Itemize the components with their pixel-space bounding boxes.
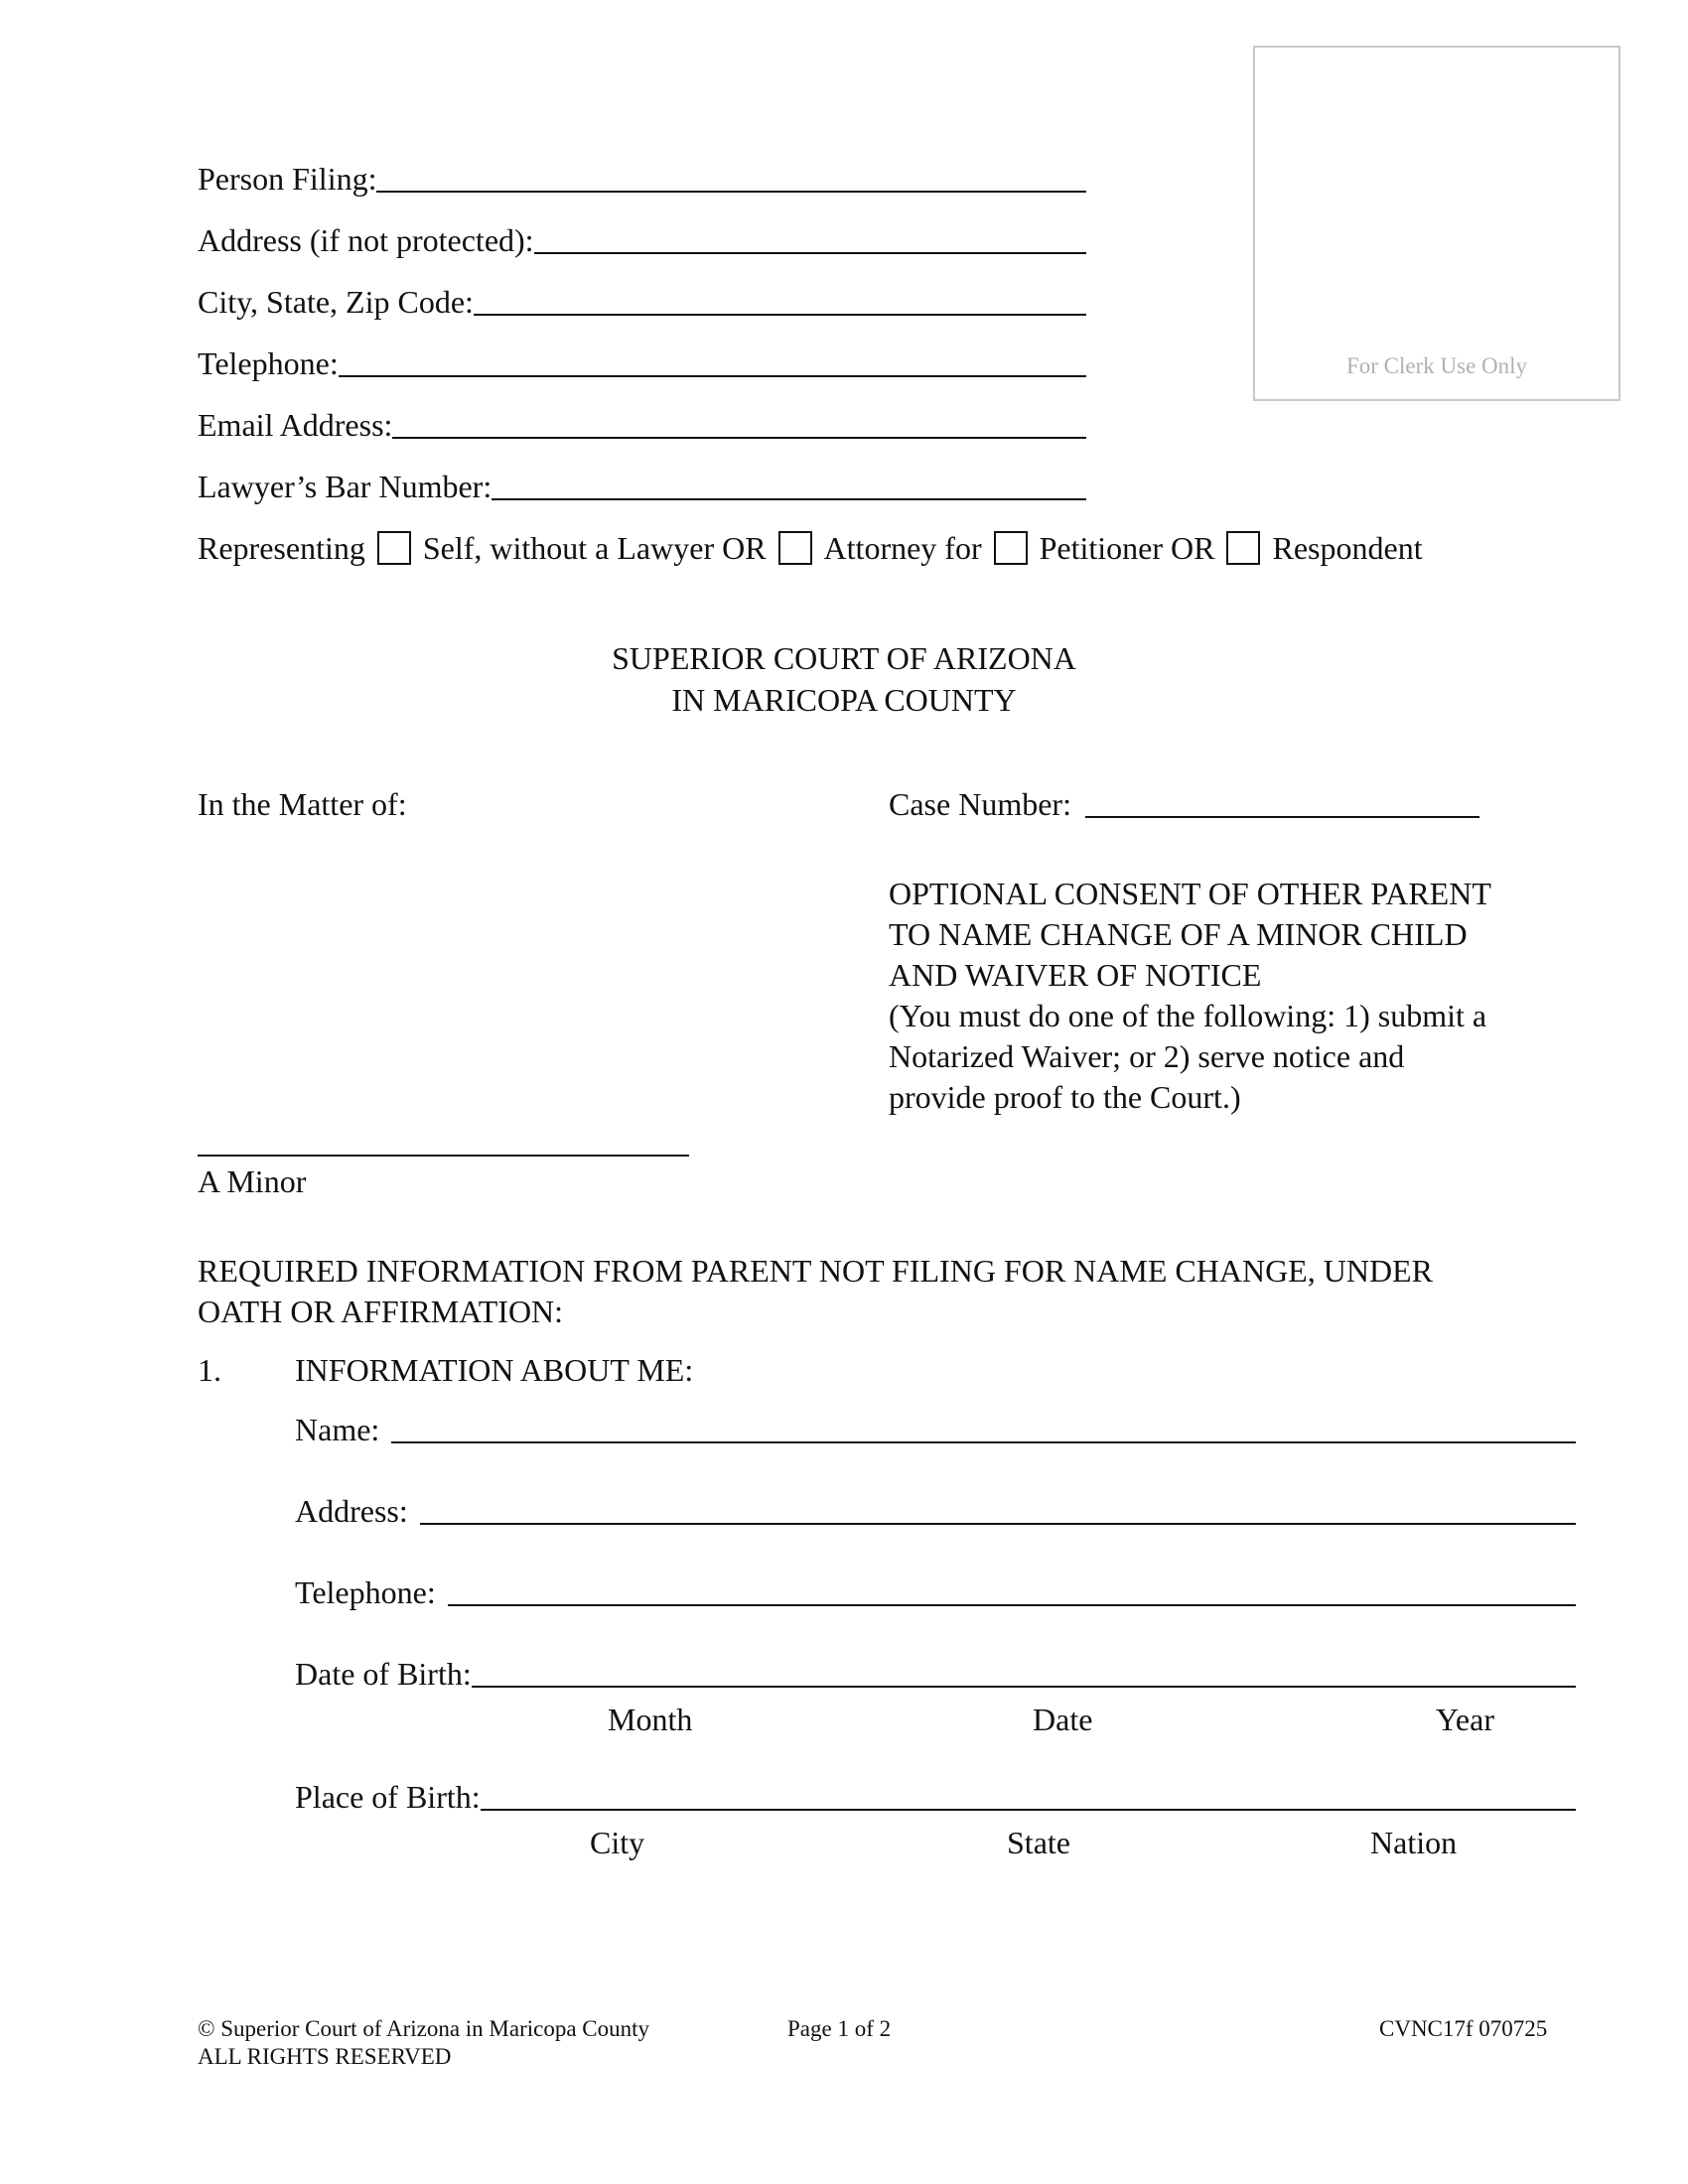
telephone-label: Telephone:	[198, 345, 339, 381]
dob-year-label: Year	[1436, 1702, 1494, 1737]
case-number-field[interactable]	[1085, 788, 1479, 818]
court-county-line: IN MARICOPA COUNTY	[671, 682, 1017, 718]
pob-city-label: City	[590, 1825, 645, 1860]
email-label: Email Address:	[198, 407, 393, 443]
required-info-heading	[198, 1251, 1433, 1332]
representing-row	[198, 528, 1423, 568]
required-info-line: OATH OR AFFIRMATION:	[198, 1294, 564, 1329]
person-filing-label: Person Filing:	[198, 161, 377, 197]
representing-label: Representing	[198, 530, 365, 566]
minor-label: A Minor	[198, 1163, 307, 1199]
title-instruction-line: Notarized Waiver; or 2) serve notice and	[889, 1038, 1405, 1074]
section-number: 1.	[198, 1352, 221, 1388]
footer-page-number: Page 1 of 2	[787, 2016, 892, 2041]
clerk-use-label: For Clerk Use Only	[1345, 353, 1528, 378]
copyright-line: © Superior Court of Arizona in Maricopa County	[198, 2016, 650, 2041]
address-row	[198, 220, 1086, 260]
section-heading: INFORMATION ABOUT ME:	[295, 1352, 694, 1388]
city-state-zip-label: City, State, Zip Code:	[198, 284, 474, 320]
dob-field[interactable]	[472, 1658, 1576, 1688]
bar-number-label: Lawyer’s Bar Number:	[198, 469, 492, 504]
dob-row	[295, 1654, 1576, 1694]
court-name-line: SUPERIOR COURT OF ARIZONA	[612, 640, 1076, 676]
name-row	[295, 1410, 1576, 1449]
footer-form-code: CVNC17f 070725	[1379, 2016, 1548, 2041]
title-line: OPTIONAL CONSENT OF OTHER PARENT	[889, 876, 1491, 911]
telephone-field-2[interactable]	[448, 1576, 1576, 1606]
pob-state-label: State	[1007, 1825, 1070, 1860]
bar-number-field[interactable]	[492, 471, 1086, 500]
pob-label: Place of Birth:	[295, 1779, 481, 1815]
telephone-row-2	[295, 1572, 1576, 1612]
name-field[interactable]	[391, 1414, 1576, 1443]
attorney-option-label: Attorney for	[823, 530, 982, 566]
title-line: AND WAIVER OF NOTICE	[889, 957, 1262, 993]
dob-month-label: Month	[608, 1702, 693, 1737]
pob-field[interactable]	[481, 1781, 1576, 1811]
case-number-row	[889, 784, 1479, 824]
address-row-2	[295, 1491, 1576, 1531]
address-field[interactable]	[534, 224, 1086, 254]
address-field-2[interactable]	[420, 1495, 1576, 1525]
minor-name-field[interactable]	[198, 1155, 689, 1157]
telephone-row	[198, 343, 1086, 383]
pob-nation-label: Nation	[1370, 1825, 1458, 1860]
court-heading	[0, 637, 1688, 721]
dob-label: Date of Birth:	[295, 1656, 472, 1692]
clerk-use-box	[1253, 46, 1620, 401]
petitioner-option-label: Petitioner OR	[1039, 530, 1215, 566]
footer-copyright	[198, 2015, 649, 2071]
pob-row	[295, 1777, 1576, 1817]
name-label: Name:	[295, 1412, 380, 1447]
required-info-line: REQUIRED INFORMATION FROM PARENT NOT FILING FOR NAME CHANGE, UNDER	[198, 1253, 1433, 1289]
person-filing-field[interactable]	[376, 163, 1086, 193]
bar-number-row	[198, 467, 1086, 506]
person-filing-row	[198, 159, 1086, 199]
email-row	[198, 405, 1086, 445]
rights-line: ALL RIGHTS RESERVED	[198, 2044, 452, 2069]
address-label-2: Address:	[295, 1493, 408, 1529]
respondent-option-label: Respondent	[1272, 530, 1423, 566]
title-line: TO NAME CHANGE OF A MINOR CHILD	[889, 916, 1468, 952]
telephone-label-2: Telephone:	[295, 1574, 436, 1610]
email-field[interactable]	[392, 409, 1086, 439]
city-state-zip-field[interactable]	[474, 286, 1086, 316]
respondent-checkbox[interactable]	[1226, 531, 1260, 565]
attorney-checkbox[interactable]	[778, 531, 812, 565]
case-number-label: Case Number:	[889, 786, 1071, 822]
matter-label: In the Matter of:	[198, 786, 407, 822]
dob-date-label: Date	[1033, 1702, 1093, 1737]
title-instruction-line: (You must do one of the following: 1) submit a	[889, 998, 1487, 1033]
self-checkbox[interactable]	[377, 531, 411, 565]
title-instruction-line: provide proof to the Court.)	[889, 1079, 1241, 1115]
self-option-label: Self, without a Lawyer OR	[422, 530, 767, 566]
address-label: Address (if not protected):	[198, 222, 534, 258]
telephone-field[interactable]	[339, 347, 1086, 377]
city-state-zip-row	[198, 282, 1086, 322]
document-title	[889, 874, 1491, 1118]
petitioner-checkbox[interactable]	[994, 531, 1028, 565]
